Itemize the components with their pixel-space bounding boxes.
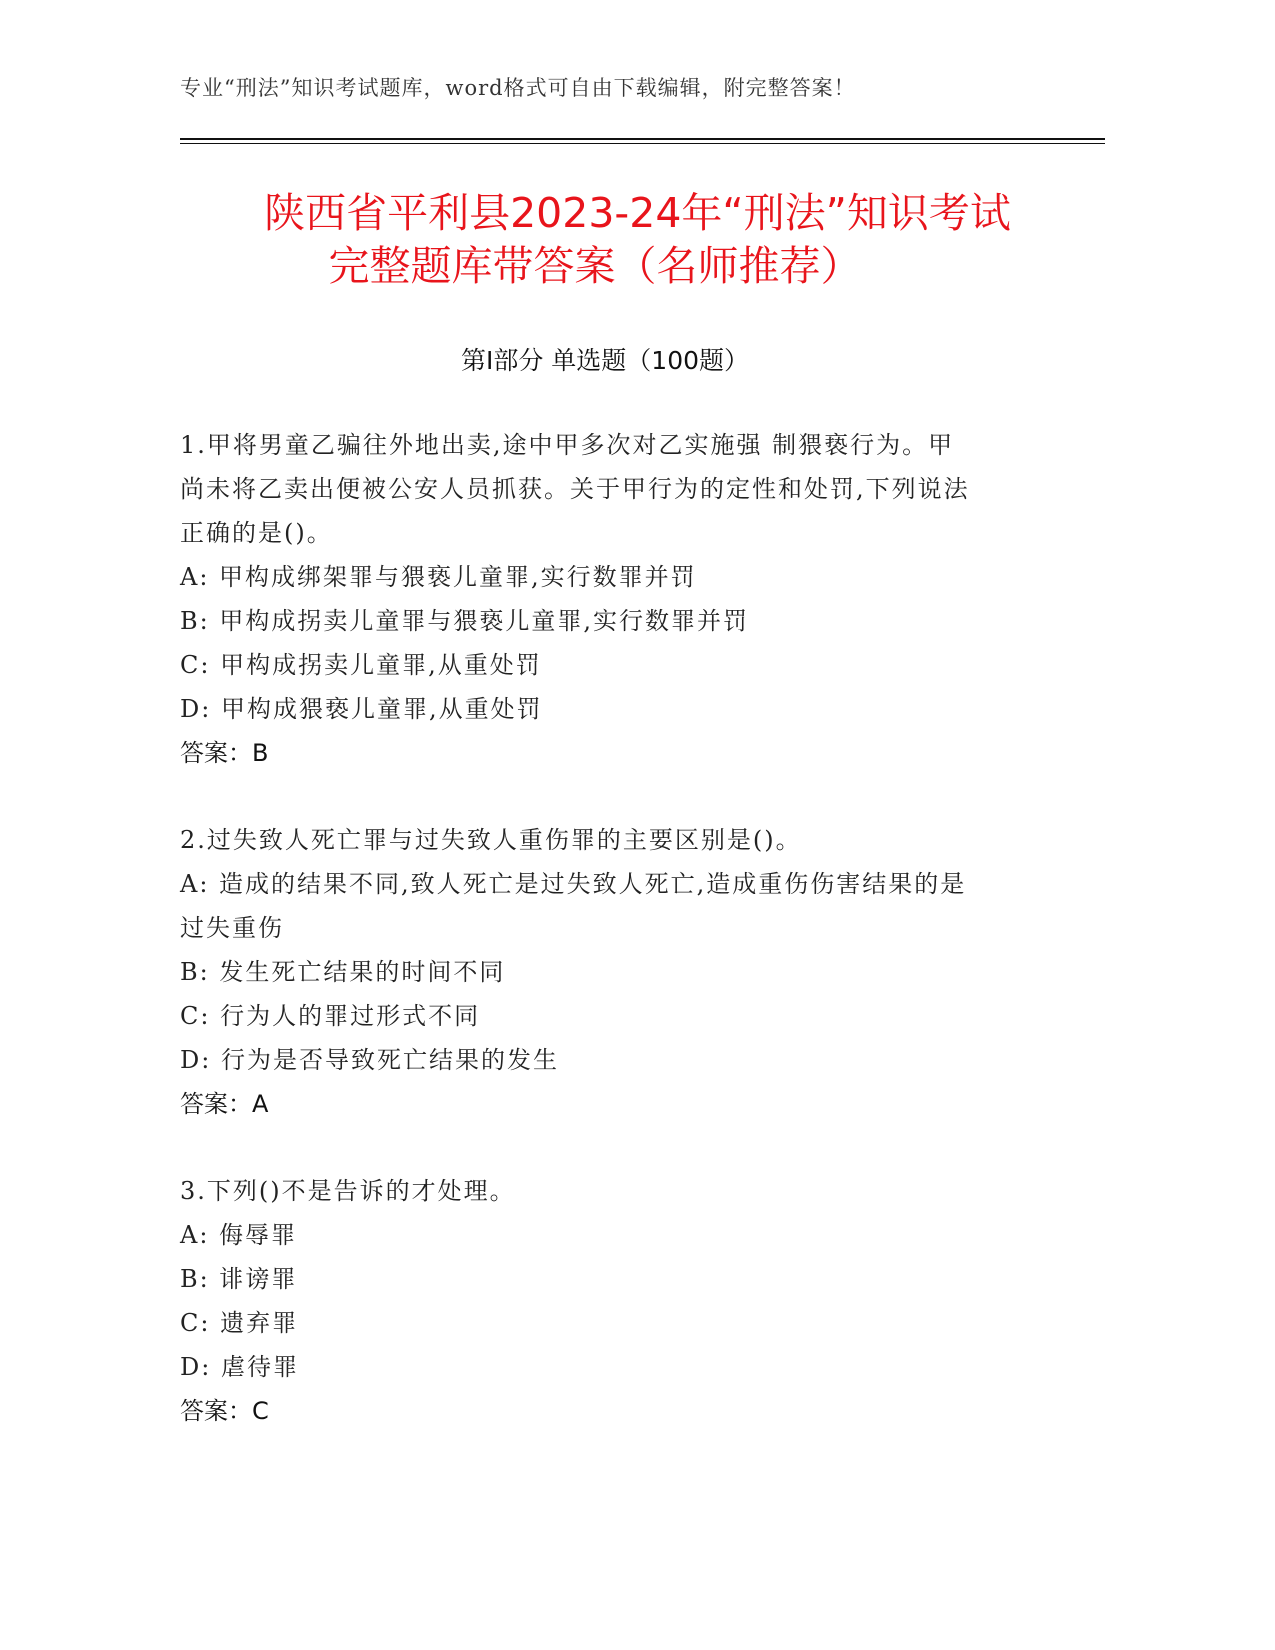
header-note: 专业“刑法”知识考试题库，word格式可自由下载编辑，附完整答案！ bbox=[180, 76, 856, 100]
question-list bbox=[180, 423, 1040, 1476]
option-a: A: 甲构成绑架罪与猥亵儿童罪,实行数罪并罚 bbox=[180, 563, 697, 591]
answer-label: 答案：A bbox=[180, 1090, 269, 1118]
option-c: C: 遗弃罪 bbox=[180, 1309, 299, 1337]
option-a-continued: 过失重伤 bbox=[180, 914, 284, 942]
question-stem-line: 正确的是()。 bbox=[180, 519, 333, 547]
option-c: C: 行为人的罪过形式不同 bbox=[180, 1002, 481, 1030]
option-b: B: 发生死亡结果的时间不同 bbox=[180, 958, 506, 986]
option-c: C: 甲构成拐卖儿童罪,从重处罚 bbox=[180, 651, 542, 679]
question-2 bbox=[180, 818, 1040, 1126]
question-stem-line: 1.甲将男童乙骗往外地出卖,途中甲多次对乙实施强 制猥亵行为。甲 bbox=[180, 431, 955, 459]
answer-label: 答案：C bbox=[180, 1397, 269, 1425]
question-stem-line: 尚未将乙卖出便被公安人员抓获。关于甲行为的定性和处罚,下列说法 bbox=[180, 475, 970, 503]
section-heading: 第I部分 单选题（100题） bbox=[460, 346, 750, 375]
question-stem-line: 3.下列()不是告诉的才处理。 bbox=[180, 1177, 516, 1205]
answer-label: 答案：B bbox=[180, 739, 269, 767]
option-d: D: 甲构成猥亵儿童罪,从重处罚 bbox=[180, 695, 543, 723]
header-rule bbox=[180, 138, 1105, 140]
option-d: D: 虐待罪 bbox=[180, 1353, 299, 1381]
question-1 bbox=[180, 423, 1040, 775]
option-b: B: 诽谤罪 bbox=[180, 1265, 298, 1293]
question-3 bbox=[180, 1169, 1040, 1433]
option-d: D: 行为是否导致死亡结果的发生 bbox=[180, 1046, 559, 1074]
option-a: A: 造成的结果不同,致人死亡是过失致人死亡,造成重伤伤害结果的是 bbox=[180, 870, 967, 898]
option-a: A: 侮辱罪 bbox=[180, 1221, 298, 1249]
document-title-line-1: 陕西省平利县2023-24年“刑法”知识考试 bbox=[264, 189, 1011, 237]
header-rule-thin bbox=[180, 143, 1105, 144]
question-stem-line: 2.过失致人死亡罪与过失致人重伤罪的主要区别是()。 bbox=[180, 826, 802, 854]
option-b: B: 甲构成拐卖儿童罪与猥亵儿童罪,实行数罪并罚 bbox=[180, 607, 749, 635]
document-title-line-2: 完整题库带答案（名师推荐） bbox=[328, 242, 862, 290]
